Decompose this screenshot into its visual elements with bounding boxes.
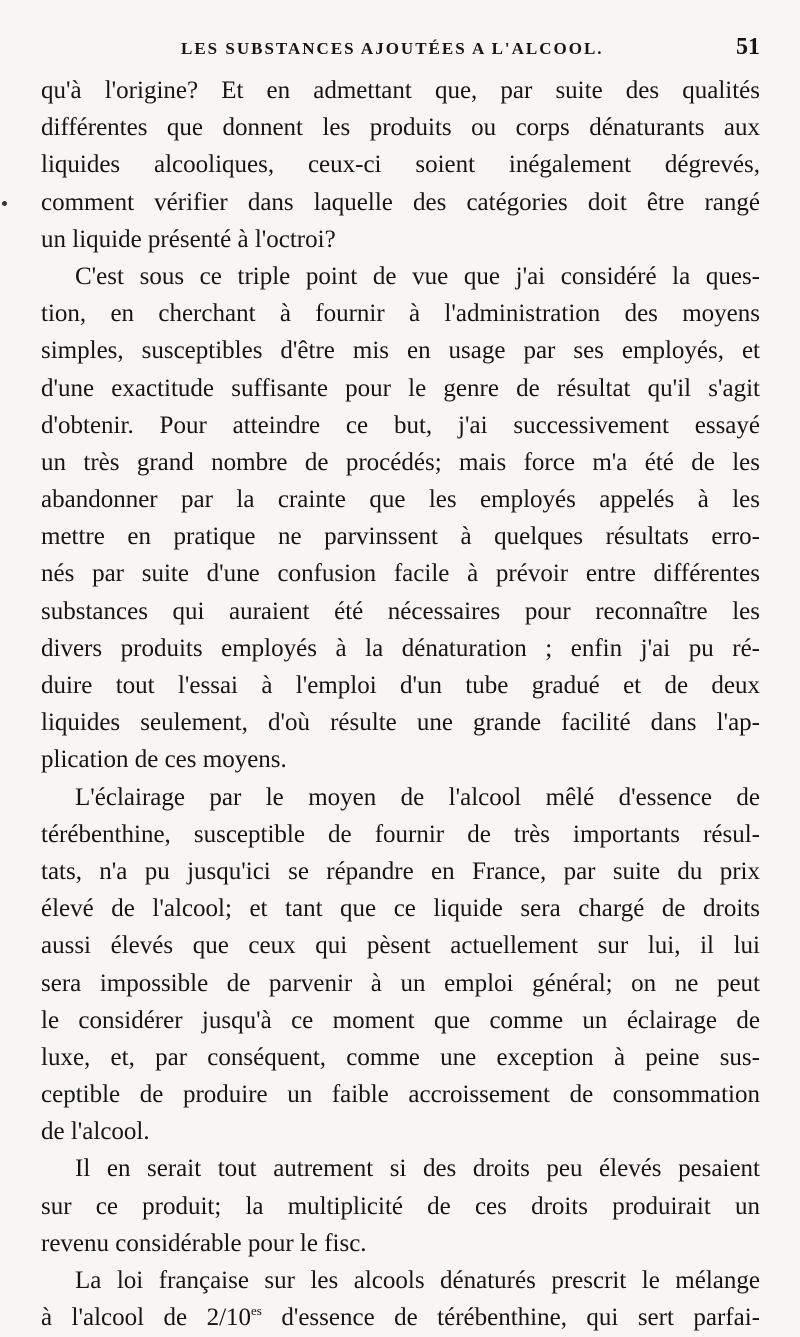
body-line: d'une exactitude suffisante pour le genre de résultat qu'il s'agit: [41, 374, 760, 402]
body-line-text: à l'alcool de 2/10: [41, 1304, 252, 1332]
body-line: un très grand nombre de procédés; mais force m'a été de les: [41, 448, 760, 476]
body-line: tion, en cherchant à fournir à l'administration des moyens: [41, 300, 760, 328]
body-line: nés par suite d'une confusion facile à prévoir entre différentes: [41, 560, 760, 588]
body-line: duire tout l'essai à l'emploi d'un tube gradué et de deux: [41, 672, 760, 699]
body-line: sera impossible de parvenir à un emploi général; on ne peut: [41, 969, 760, 997]
body-line: substances qui auraient été nécessaires pour reconnaître les: [41, 597, 760, 625]
body-line: qu'à l'origine? Et en admettant que, par suite des qualités: [41, 77, 760, 104]
superscript-es: es: [251, 1303, 262, 1319]
body-line: La loi française sur les alcools dénaturés prescrit le mélange: [75, 1267, 760, 1294]
body-line: de l'alcool.: [41, 1118, 150, 1146]
body-line: le considérer jusqu'à ce moment que comme un éclairage de: [41, 1006, 760, 1034]
page-number: 51: [736, 34, 760, 60]
body-text: [41, 72, 760, 1336]
body-line-text: d'essence de térébenthine, qui sert parfai-: [261, 1304, 760, 1332]
body-line: liquides seulement, d'où résulte une grande facilité dans l'ap-: [41, 709, 760, 737]
body-line: abandonner par la crainte que les employés appelés à les: [41, 486, 760, 514]
body-line: différentes que donnent les produits ou corps dénaturants aux: [41, 114, 760, 142]
body-line: L'éclairage par le moyen de l'alcool mêlé d'essence de: [75, 783, 760, 811]
body-line: mettre en pratique ne parvinssent à quelques résultats erro-: [41, 523, 760, 551]
body-line: Il en serait tout autrement si des droits peu élevés pesaient: [75, 1155, 760, 1183]
body-line: aussi élevés que ceux qui pèsent actuellement sur lui, il lui: [41, 932, 760, 960]
body-line: d'obtenir. Pour atteindre ce but, j'ai successivement essayé: [41, 411, 760, 439]
body-line-with-superscript: [41, 1299, 760, 1336]
margin-mark: [2, 201, 7, 206]
body-line: divers produits employés à la dénaturation ; enfin j'ai pu ré-: [41, 634, 760, 662]
body-line: liquides alcooliques, ceux-ci soient inégalement dégrevés,: [41, 151, 760, 179]
running-title: LES SUBSTANCES AJOUTÉES A L'ALCOOL.: [181, 39, 604, 58]
body-line: luxe, et, par conséquent, comme une exception à peine sus-: [41, 1043, 760, 1071]
body-line: térébenthine, susceptible de fournir de très importants résul-: [41, 820, 760, 848]
body-line: revenu considérable pour le fisc.: [41, 1229, 367, 1257]
body-line: élevé de l'alcool; et tant que ce liquide sera chargé de droits: [41, 895, 760, 923]
body-line: un liquide présenté à l'octroi?: [41, 225, 336, 253]
body-line: comment vérifier dans laquelle des catégories doit être rangé: [41, 188, 760, 216]
body-line: ceptible de produire un faible accroissement de consommation: [41, 1081, 760, 1109]
body-line: tats, n'a pu jusqu'ici se répandre en France, par suite du prix: [41, 857, 760, 885]
body-line: C'est sous ce triple point de vue que j'ai considéré la ques-: [75, 262, 760, 290]
page-header: [41, 30, 760, 72]
body-line: sur ce produit; la multiplicité de ces droits produirait un: [41, 1192, 760, 1220]
body-line: plication de ces moyens.: [41, 746, 287, 774]
body-line: simples, susceptibles d'être mis en usage par ses employés, et: [41, 337, 760, 365]
